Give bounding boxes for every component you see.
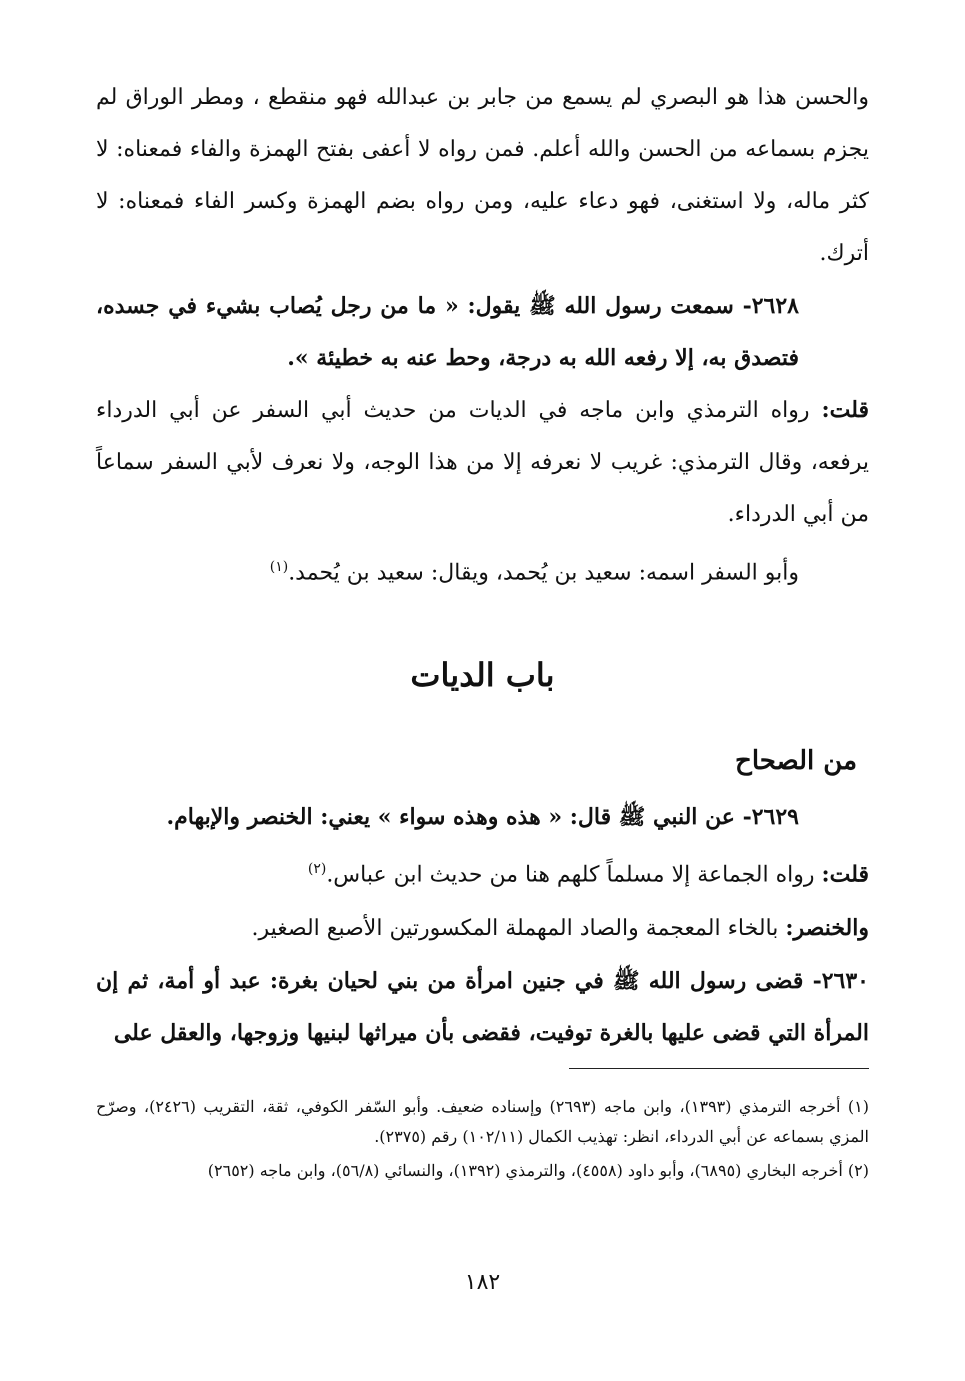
paragraph-qultu-1 [96, 384, 869, 541]
footnote-ref-2: (٢) [307, 861, 327, 878]
page-number: ١٨٢ [464, 1270, 501, 1295]
hadith-2629: ٢٦٢٩- عن النبي ﷺ قال: « هذه وهذه سواء » يعني: الخنصر والإبهام. [166, 804, 799, 831]
khinsir-text: بالخاء المعجمة والصاد المهملة المكسورتين الأصبع الصغير. [251, 915, 779, 941]
footnotes [96, 1092, 869, 1190]
hadith-2630: ٢٦٣٠- قضى رسول الله ﷺ في جنين امرأة من بني لحيان بغرة: عبد أو أمة، ثم إن المرأة التي قضى عليها بالغرة توفيت، فقضى بأن ميراثها لبنيها وزوجها، والعقل على [96, 967, 869, 1046]
qultu-text: رواه الترمذي وابن ماجه في الديات من حديث أبي السفر عن أبي الدرداء يرفعه، وقال الترمذي: غريب لا نعرفه إلا من هذا الوجه، ولا نعرف لأبي السفر سماعاً من أبي الدرداء. [96, 398, 869, 527]
section-title: من الصحاح [735, 746, 857, 777]
paragraph-qultu-2 [96, 843, 869, 901]
qultu-label: قلت: [821, 397, 869, 423]
khinsir-label: والخنصر: [785, 914, 869, 941]
hadith-2628: ٢٦٢٨- سمعت رسول الله ﷺ يقول: « ما من رجل يُصاب بشيء في جسده، فتصدق به، إلا رفعه الله به درجة، وحط عنه به خطيئة ». [96, 293, 799, 371]
footnote-1: (١) أخرجه الترمذي (١٣٩٣)، وابن ماجه (٢٦٩٣) وإسناده ضعيف. وأبو السّفر الكوفي، ثقة، التقريب (٢٤٢٦)، وصرّح المزي بسماعه عن أبي الدرداء، انظر: تهذيب الكمال (١٠٢/١١) رقم (٢٣٧٥). [96, 1097, 870, 1146]
footnote-2: (٢) أخرجه البخاري (٦٨٩٥)، وأبو داود (٤٥٥٨)، والترمذي (١٣٩٢)، والنسائي (٥٦/٨)، وابن ماجه (٢٦٥٢) [207, 1161, 869, 1180]
footnote-ref-1: (١) [269, 559, 289, 575]
abu-safar-text: وأبو السفر اسمه: سعيد بن يُحمد، ويقال: سعيد بن يُحمد. [288, 560, 799, 586]
paragraph-khinsir [96, 902, 869, 955]
paragraph-hasan-basri: والحسن هذا هو البصري لم يسمع من جابر بن عبدالله فهو منقطع ، ومطر الوراق لم يجزم بسماعه من الحسن والله أعلم. فمن رواه لا أعفى بفتح الهمزة والفاء فمعناه: لا كثر ماله، ولا استغنى، فهو دعاء عليه، ومن رواه بضم الهمزة وكسر الفاء فمعناه: لا أترك. [96, 85, 869, 266]
paragraph-abu-safar [96, 541, 869, 599]
qultu-text: رواه الجماعة إلا مسلماً كلهم هنا من حديث ابن عباس. [326, 862, 815, 888]
footnote-divider [569, 1068, 869, 1069]
qultu-label: قلت: [821, 861, 869, 888]
page-body [96, 72, 869, 1059]
chapter-title: باب الديات [410, 656, 555, 695]
